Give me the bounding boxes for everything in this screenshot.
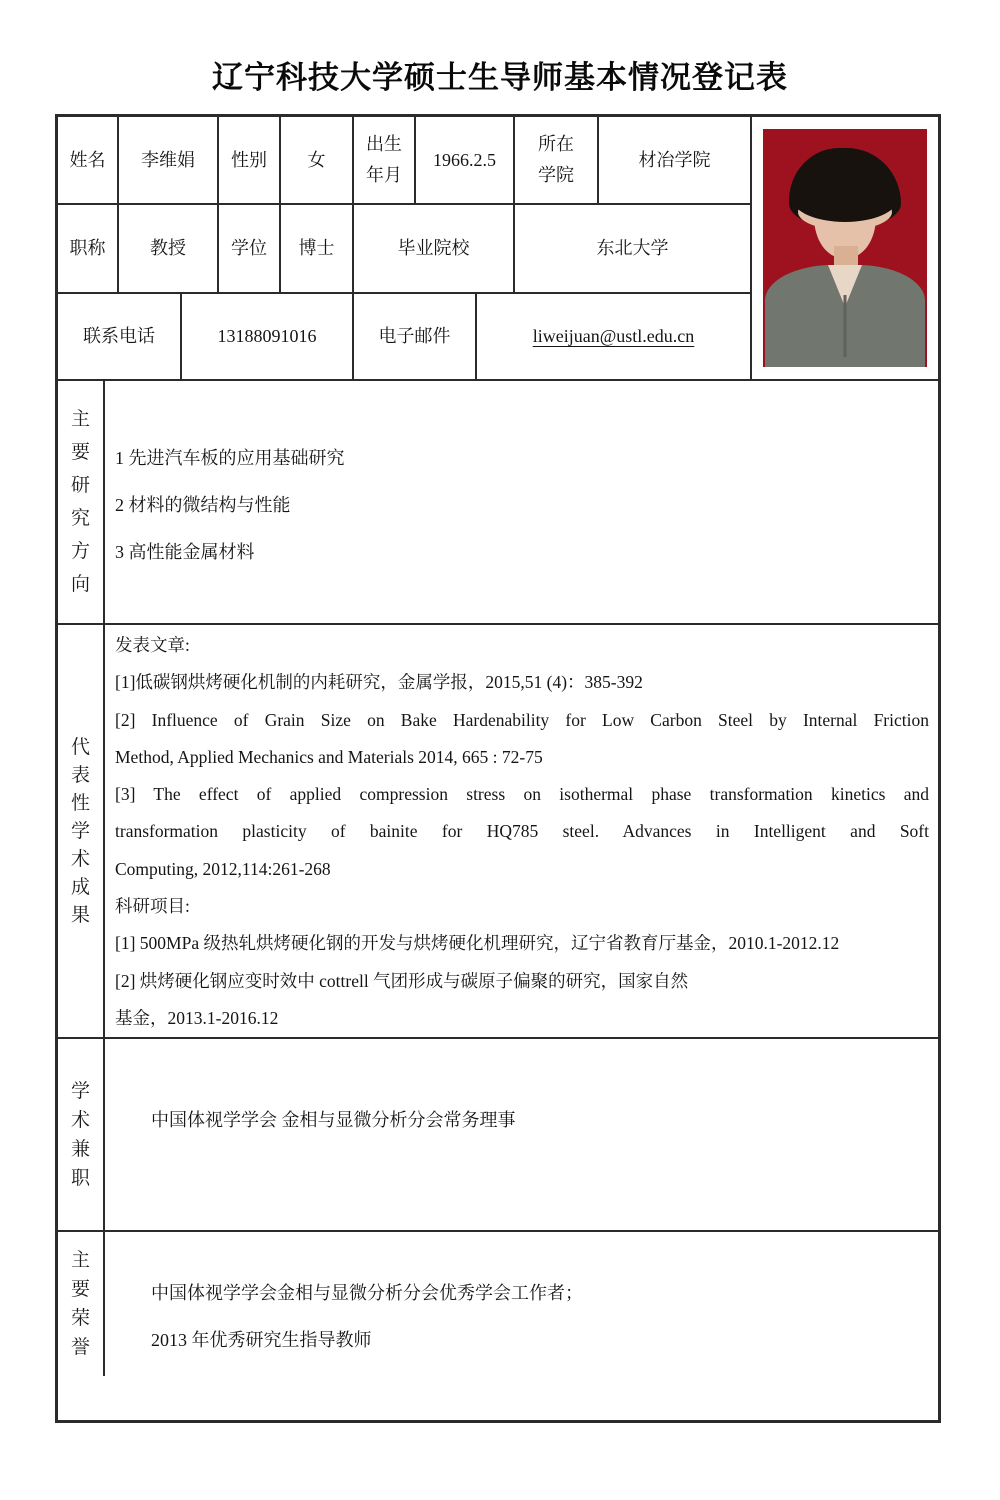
table-row <box>58 294 752 379</box>
vertical-label-char: 果 <box>70 904 90 926</box>
vertical-label-char: 誉 <box>70 1337 90 1358</box>
photo-jacket <box>765 265 926 367</box>
table-row <box>58 117 752 205</box>
vertical-label-char: 向 <box>70 574 90 595</box>
degree-value: 博士 <box>281 205 354 292</box>
name-value: 李维娟 <box>119 117 219 203</box>
honors-content <box>105 1232 938 1376</box>
vertical-label-char: 兼 <box>70 1138 90 1160</box>
text-line: 中国体视学学会 金相与显微分析分会常务理事 <box>151 1110 516 1130</box>
job-title-value: 教授 <box>119 205 219 292</box>
vertical-label-char: 职 <box>70 1167 90 1189</box>
page-title: 辽宁科技大学硕士生导师基本情况登记表 <box>212 60 788 95</box>
text-line: 1 先进汽车板的应用基础研究 <box>115 447 345 468</box>
text-line: [2] 烘烤硬化钢应变时效中 cottrell 气团形成与碳原子偏聚的研究，国家自然 <box>115 970 689 991</box>
text-line: 中国体视学学会金相与显微分析分会优秀学会工作者； <box>151 1283 583 1303</box>
college-value: 材冶学院 <box>599 117 752 203</box>
text-line: [1] 500MPa 级热轧烘烤硬化钢的开发与烘烤硬化机理研究，辽宁省教育厅基金，2010.1-2012.12 <box>115 933 840 954</box>
supervisor-photo <box>757 123 933 373</box>
table-row <box>58 205 752 294</box>
degree-label: 学位 <box>219 205 281 292</box>
college-label <box>515 117 599 203</box>
text-line: 发表文章: <box>115 635 190 655</box>
honors-section-label <box>58 1232 105 1376</box>
grad-school-value: 东北大学 <box>515 205 752 292</box>
basic-info-left <box>58 117 752 379</box>
vertical-label-char: 学 <box>70 1080 90 1102</box>
form-table <box>55 114 941 1423</box>
college-label-text: 所在学院 <box>538 134 574 185</box>
vertical-label-char: 荣 <box>70 1308 90 1329</box>
honors-section <box>58 1232 938 1376</box>
vertical-label-char: 主 <box>70 1250 90 1271</box>
vertical-label-char: 学 <box>70 820 90 842</box>
vertical-label-char: 主 <box>70 409 90 430</box>
vertical-label-char: 要 <box>70 1279 90 1300</box>
gender-value: 女 <box>281 117 354 203</box>
text-line: 2013 年优秀研究生指导教师 <box>151 1330 372 1350</box>
text-line: [2] Influence of Grain Size on Bake Hardenability for Low Carbon Steel by Internal Friction <box>115 709 929 730</box>
achievements-section-label <box>58 625 105 1037</box>
name-label: 姓名 <box>58 117 119 203</box>
text-line: transformation plasticity of bainite for HQ785 steel. Advances in Intelligent and Soft <box>115 821 929 842</box>
text-line: [1]低碳钢烘烤硬化机制的内耗研究，金属学报，2015,51 (4)：385-392 <box>115 672 643 693</box>
phone-label: 联系电话 <box>58 294 182 379</box>
achievements-content <box>105 625 938 1037</box>
vertical-label-char: 表 <box>70 764 90 786</box>
text-line: Method, Applied Mechanics and Materials 2014, 665 : 72-75 <box>115 746 543 767</box>
text-line: 科研项目: <box>115 896 190 917</box>
vertical-label-char: 代 <box>70 736 90 758</box>
vertical-label-char: 要 <box>70 442 90 463</box>
achievements-section <box>58 625 938 1039</box>
vertical-label-char: 术 <box>70 1109 90 1131</box>
vertical-label-char: 究 <box>70 508 90 529</box>
research-content <box>105 381 938 623</box>
birth-value: 1966.2.5 <box>416 117 515 203</box>
email-value <box>477 294 752 379</box>
text-line: Computing, 2012,114:261-268 <box>115 858 331 879</box>
text-line: [3] The effect of applied compression stress on isothermal phase transformation kinetics and <box>115 784 929 805</box>
photo-backdrop <box>763 129 927 367</box>
grad-school-label: 毕业院校 <box>354 205 515 292</box>
email-text: liweijuan@ustl.edu.cn <box>532 326 695 346</box>
birth-label <box>354 117 416 203</box>
research-section-label <box>58 381 105 623</box>
text-line: 2 材料的微结构与性能 <box>115 494 291 515</box>
text-line: 基金，2013.1-2016.12 <box>115 1007 279 1028</box>
positions-section-label <box>58 1039 105 1230</box>
vertical-label-char: 性 <box>70 792 90 814</box>
birth-label-text: 出生年月 <box>366 134 402 185</box>
text-line: 3 高性能金属材料 <box>115 541 255 562</box>
vertical-label-char: 成 <box>70 876 90 898</box>
vertical-label-char: 研 <box>70 475 90 496</box>
basic-info-grid <box>58 117 938 381</box>
gender-label: 性别 <box>219 117 281 203</box>
positions-content <box>105 1039 938 1230</box>
research-section <box>58 381 938 625</box>
photo-hair <box>789 148 901 227</box>
photo-cell <box>752 117 938 379</box>
job-title-label: 职称 <box>58 205 119 292</box>
vertical-label-char: 方 <box>70 541 90 562</box>
email-label: 电子邮件 <box>354 294 477 379</box>
positions-section <box>58 1039 938 1232</box>
vertical-label-char: 术 <box>70 848 90 870</box>
phone-value: 13188091016 <box>182 294 354 379</box>
